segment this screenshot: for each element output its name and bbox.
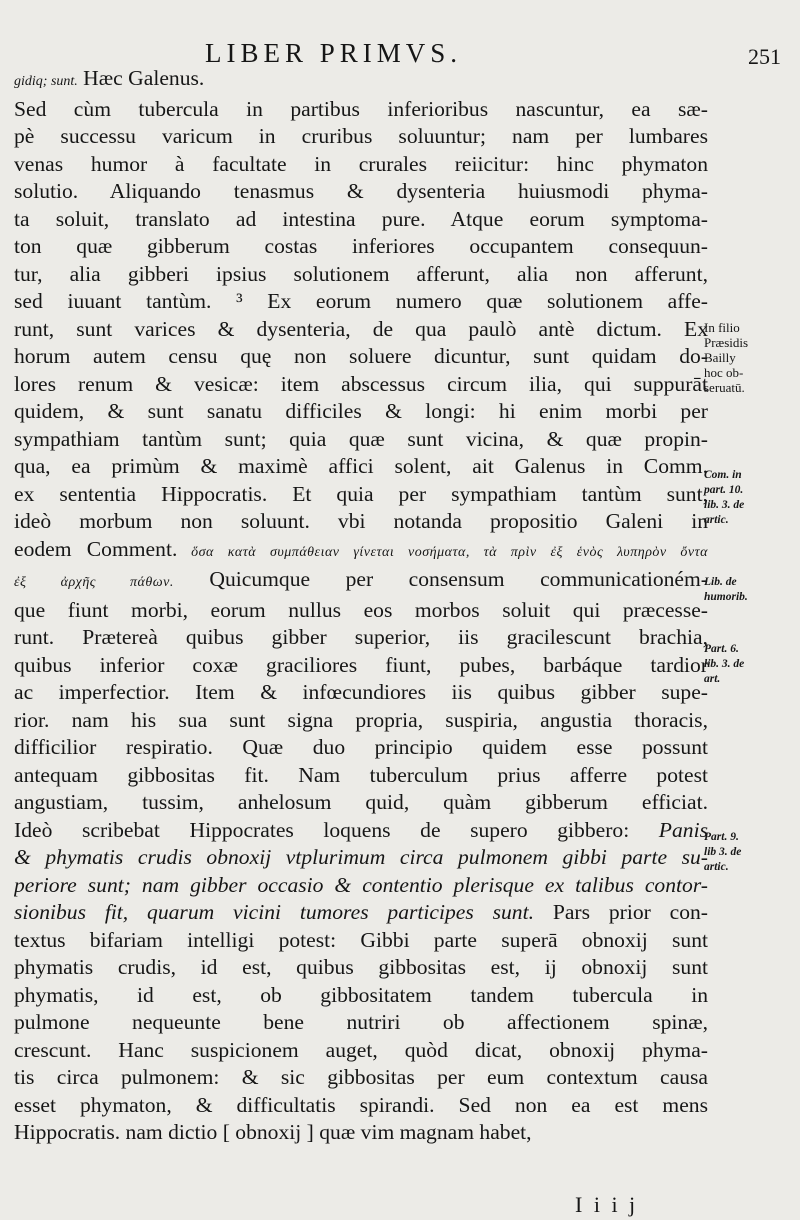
italic-fragment: gidiq; sunt. [14, 74, 78, 89]
margin-note [704, 575, 748, 605]
greek-quote: ἐξ ἀρχῆς πάθων. [14, 575, 174, 590]
text-line [14, 1092, 708, 1120]
line-text: esset phymaton, & difficultatis spirandi. Sed non ea est mens [14, 1092, 708, 1117]
text-line [14, 1037, 708, 1065]
text-line [14, 652, 708, 680]
margin-note-line: art. [704, 673, 721, 685]
line-text: ideò morbum non soluunt. vbi notanda propositio Galeni in [14, 509, 708, 533]
line-text: ex sententia Hippocratis. Et quia per sympathiam tantùm sunt, [14, 481, 708, 506]
line-text: pè successu varicum in cruribus soluuntur; nam per lumbares [14, 124, 708, 148]
text-line [14, 481, 708, 509]
text-line [14, 927, 708, 955]
margin-note-line: lib 3. de [704, 846, 742, 858]
line-text: qua, ea primùm & maximè affici solent, ait Galenus in Comm. [14, 454, 708, 478]
running-title: LIBER PRIMVS. [205, 38, 463, 68]
margin-note-line: part. 10. [704, 484, 744, 496]
text-line [14, 398, 708, 426]
line-text: difficilior respiratio. Quæ duo principio quidem esse possunt [14, 735, 708, 759]
text-line [14, 316, 708, 344]
margin-note-line: lib. 3. de [704, 499, 745, 511]
margin-note-line: Lib. de [704, 576, 737, 588]
line-text: ac imperfectior. Item & infœcundiores iis quibus gibber supe- [14, 680, 708, 704]
text-line [14, 872, 708, 900]
text-line [14, 151, 708, 179]
page-number: 251 [748, 44, 781, 69]
margin-note [704, 468, 744, 528]
line-text: lores renum & vesicæ: item abscessus circum ilia, qui suppurāt [14, 371, 708, 396]
margin-note-line: seruatū. [704, 380, 745, 395]
margin-note-line: Com. in [704, 469, 742, 481]
margin-note [704, 320, 748, 395]
line-text: pulmone nequeunte bene nutriri ob affectionem spinæ, [14, 1010, 708, 1034]
line-text: rior. nam his sua sunt signa propria, suspiria, angustia thoracis, [14, 707, 708, 732]
text-line [14, 453, 708, 481]
line-text: angustiam, tussim, anhelosum quid, quàm gibberum efficiat. [14, 790, 708, 814]
margin-note-line: Part. 9. [704, 831, 739, 843]
text-line [14, 1119, 708, 1147]
body-text [14, 65, 708, 1147]
text-line [14, 734, 708, 762]
line-text: Hippocratis. nam dictio [ obnoxij ] quæ vim magnam habet, [14, 1120, 532, 1144]
line-text: solutio. Aliquando tenasmus & dysenteria huiusmodi phyma- [14, 179, 708, 203]
margin-note-line: hoc ob- [704, 365, 744, 380]
margin-notes [704, 320, 800, 880]
signature-mark: I i i j [575, 1192, 639, 1217]
text-line [14, 65, 708, 96]
text-line [14, 371, 708, 399]
line-text: Quicumque per consensum communicationém- [173, 567, 708, 591]
line-text: sympathiam tantùm sunt; quia quæ sunt vicina, & quæ propin- [14, 426, 708, 451]
line-text: quidem, & sunt sanatu difficiles & longi: hi enim morbi per [14, 399, 708, 423]
line-text: Hæc Galenus. [77, 66, 205, 90]
margin-note-line: lib. 3. de [704, 658, 745, 670]
italic-quote: Panis [629, 817, 708, 842]
line-text: Sed cùm tubercula in partibus inferioribus nascuntur, ea sæ- [14, 96, 708, 121]
margin-note-line: Bailly [704, 350, 736, 365]
margin-note-line: Part. 6. [704, 643, 739, 655]
text-line [14, 954, 708, 982]
greek-quote: ὅσα κατὰ συμπάθειαν γίνεται νοσήματα, τὰ πρὶν ἐξ ἑνὸς λυπηρὸν ὄντα [177, 544, 708, 560]
line-text: tur, alia gibberi ipsius solutionem afferunt, alia non afferunt, [14, 261, 708, 286]
text-line [14, 178, 708, 206]
line-text: antequam gibbositas fit. Nam tuberculum prius afferre potest [14, 762, 708, 787]
text-line [14, 624, 708, 652]
margin-note-line: artic. [704, 861, 729, 873]
text-line [14, 233, 708, 261]
line-text: phymatis, id est, ob gibbositatem tandem tubercula in [14, 982, 708, 1007]
text-line [14, 123, 708, 151]
text-line [14, 789, 708, 817]
margin-note [704, 642, 744, 687]
text-line [14, 899, 708, 927]
line-text: tis circa pulmonem: & sic gibbositas per eum contextum causa [14, 1065, 708, 1089]
text-line [14, 206, 708, 234]
line-text: Pars prior con- [534, 900, 708, 924]
line-text: ton quæ gibberum costas inferiores occupantem consequun- [14, 234, 708, 258]
text-line [14, 1064, 708, 1092]
text-line [14, 679, 708, 707]
text-line [14, 288, 708, 316]
text-line [14, 508, 708, 536]
line-text: venas humor à facultate in crurales reiicitur: hinc phymaton [14, 151, 708, 176]
line-text: sed iuuant tantùm. ³ Ex eorum numero quæ solutionem affe- [14, 289, 708, 313]
margin-note [704, 830, 741, 875]
line-text: phymatis crudis, id est, quibus gibbositas est, ij obnoxij sunt [14, 955, 708, 979]
line-text: runt, sunt varices & dysenteria, de qua paulò antè dictum. Ex [14, 316, 708, 341]
text-line [14, 343, 708, 371]
margin-note-line: Præsidis [704, 335, 749, 350]
line-text: quibus inferior coxæ graciliores fiunt, pubes, barbáque tardior [14, 652, 708, 677]
line-text: textus bifariam intelligi potest: Gibbi parte superā obnoxij sunt [14, 927, 708, 952]
line-text: crescunt. Hanc suspicionem auget, quòd dicat, obnoxij phyma- [14, 1037, 708, 1062]
text-line [14, 817, 708, 845]
line-text: Ideò scribebat Hippocrates loquens de supero gibbero: [14, 817, 630, 842]
text-line [14, 707, 708, 735]
margin-note-line: In filio [704, 320, 740, 335]
line-text: eodem Comment. [14, 536, 178, 561]
text-line [14, 566, 708, 597]
margin-note-line: artic. [704, 514, 729, 526]
text-line [14, 1009, 708, 1037]
text-line [14, 844, 708, 872]
text-line [14, 762, 708, 790]
line-text: ta soluit, translato ad intestina pure. Atque eorum symptoma- [14, 206, 708, 231]
line-text: horum autem censu quę non soluere dicuntur, sunt quidam do- [14, 344, 708, 368]
text-line [14, 261, 708, 289]
margin-note-line: humorib. [704, 591, 748, 603]
text-line [14, 536, 708, 567]
text-line [14, 426, 708, 454]
text-line [14, 96, 708, 124]
line-text: que fiunt morbi, eorum nullus eos morbos soluit qui præcesse- [14, 597, 708, 622]
text-line [14, 982, 708, 1010]
italic-quote: periore sunt; nam gibber occasio & contentio plerisque ex talibus contor- [14, 872, 708, 897]
italic-quote: & phymatis crudis obnoxij vtplurimum circa pulmonem gibbi parte su- [14, 845, 708, 869]
italic-quote: sionibus fit, quarum vicini tumores participes sunt. [14, 900, 534, 924]
text-line [14, 597, 708, 625]
line-text: runt. Prætereà quibus gibber superior, iis gracilescunt brachia, [14, 625, 708, 649]
